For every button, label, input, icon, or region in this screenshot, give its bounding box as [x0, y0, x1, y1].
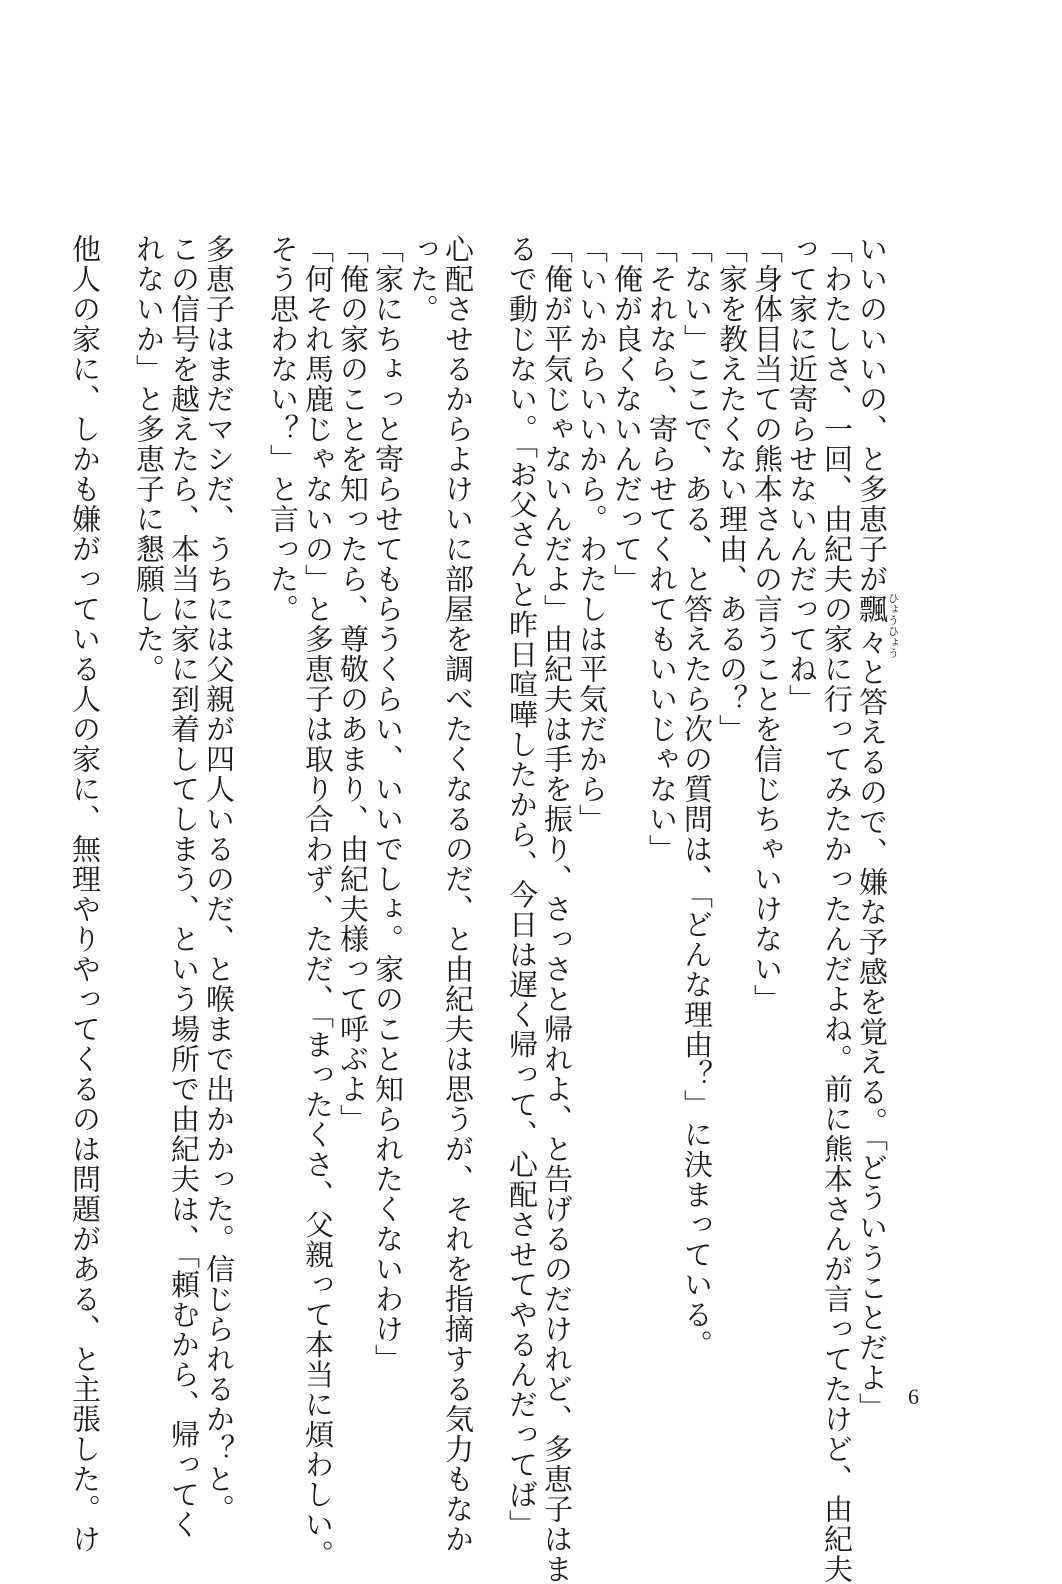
text-line: そう思わない？」と言った。 — [266, 234, 300, 624]
text-line: 「俺が平気じゃないんだよ」由紀夫は手を振り、さっさと帰れよ、と告げるのだけれど、多恵子はま — [540, 234, 574, 1584]
text-line: れないか」と多恵子に懇願した。 — [132, 234, 166, 684]
text-line: 「それなら、寄らせてくれてもいいじゃない」 — [645, 234, 679, 864]
text-line: 「わたしさ、一回、由紀夫の家に行ってみたかったんだよね。前に熊本さんが言ってたけど、由紀夫 — [820, 234, 854, 1584]
text-line: るで動じない。「お父さんと昨日喧嘩したから、今日は遅く帰って、心配させてやるんだってば」 — [505, 234, 539, 1540]
text-line: 「家を教えたくない理由、あるの？」 — [715, 234, 749, 744]
text-line: って家に近寄らせないんだってね」 — [785, 234, 819, 714]
text-line: 「俺の家のことを知ったら、尊敬のあまり、由紀夫様って呼ぶよ」 — [336, 234, 370, 1134]
page-number: 6 — [908, 1384, 919, 1409]
text-line: 「何それ馬鹿じゃないの」と多恵子は取り合わず、ただ、「まったくさ、父親って本当に煩わしい。 — [301, 234, 335, 1570]
text-line: 「ない」ここで、ある、と答えたら次の質問は、「どんな理由？」に決まっている。 — [680, 234, 714, 1360]
text-line: いいのいいの、と多恵子が飄々ひょうひょうと答えるので、嫌な予感を覚える。「どういうことだよ」 — [855, 234, 900, 1423]
text-line: 「俺が良くないんだって」 — [610, 234, 644, 594]
furigana: 飄々ひょうひょう — [855, 592, 900, 659]
text-line: 心配させるからよけいに部屋を調べたくなるのだ、と由紀夫は思うが、それを指摘する気力もなか — [441, 234, 475, 1554]
text-line: 「身体目当ての熊本さんの言うことを信じちゃいけない」 — [750, 234, 784, 1014]
text-line: った。 — [406, 234, 440, 324]
vertical-text-block — [68, 234, 918, 1584]
text-line: この信号を越えたら、本当に家に到着してしまう、という場所で由紀夫は、「頼むから、帰ってく — [167, 234, 201, 1540]
text-line: 多恵子はまだマシだ、うちには父親が四人いるのだ、と喉まで出かかった。信じられるか？と。 — [202, 234, 236, 1524]
text-line: 他人の家に、しかも嫌がっている人の家に、無理やりやってくるのは問題がある、と主張した。け — [68, 234, 102, 1554]
text-line: 「いいからいいから。わたしは平気だから」 — [575, 234, 609, 834]
text-line: 「家にちょっと寄らせてもらうくらい、いいでしょ。家のこと知られたくないわけ」 — [371, 234, 405, 1374]
